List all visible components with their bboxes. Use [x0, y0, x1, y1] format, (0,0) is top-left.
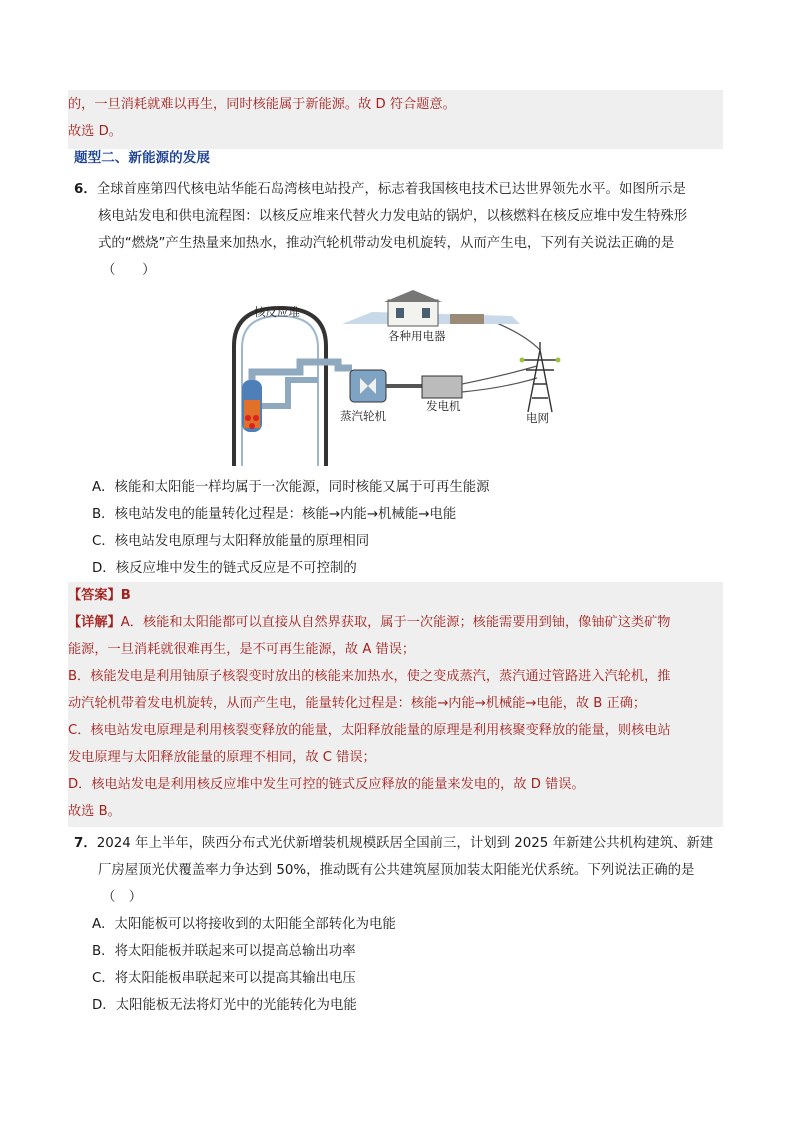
- answer-line: [68, 582, 723, 609]
- question-7-line2: 厂房屋顶光伏覆盖率力争达到 50%，推动既有公共建筑屋顶加装太阳能光伏系统。下列说法正确的是: [98, 863, 695, 878]
- previous-answer-line: 的，一旦消耗就难以再生，同时核能属于新能源。故 D 符合题意。: [68, 97, 456, 112]
- question-7-option-a: A．太阳能板可以将接收到的太阳能全部转化为电能: [92, 917, 396, 932]
- section-title: 题型二、新能源的发展: [74, 150, 210, 166]
- reactor-label: 核反应堆: [254, 305, 300, 319]
- question-6-option-c: C．核电站发电原理与太阳释放能量的原理相同: [92, 534, 370, 549]
- appliances-house-icon: [342, 290, 520, 326]
- detail-line: C．核电站发电原理是利用核裂变释放的能量，太阳释放能量的原理是利用核聚变释放的能量，则核电站: [68, 723, 671, 738]
- question-6-line3: 式的“燃烧”产生热量来加热水，推动汽轮机带动发电机旋转，从而产生电，下列有关说法正确的是: [98, 236, 675, 251]
- detail-line: 动汽轮机带着发电机旋转，从而产生电，能量转化过程是：核能→内能→机械能→电能，故 B 正确；: [68, 696, 647, 711]
- reactor-core-icon: [242, 380, 262, 432]
- question-7-line1: [74, 830, 713, 857]
- question-6-blank: （ ）: [102, 263, 156, 278]
- detail-line: B．核能发电是利用铀原子核裂变时放出的核能来加热水，使之变成蒸汽，蒸汽通过管路进入汽轮机，推: [68, 669, 671, 684]
- detail-line: [68, 609, 723, 636]
- question-7-option-d: D．太阳能板无法将灯光中的光能转化为电能: [92, 998, 357, 1013]
- question-6-text: 全球首座第四代核电站华能石岛湾核电站投产，标志着我国核电技术已达世界领先水平。如图所示是: [96, 182, 686, 197]
- question-number: 6．: [74, 182, 97, 197]
- question-6-line2: 核电站发电和供电流程图：以核反应堆来代替火力发电站的锅炉，以核燃料在核反应堆中发生特殊形: [98, 209, 688, 224]
- question-6-answer-block: [68, 582, 723, 827]
- previous-answer-conclusion: 故选 D。: [68, 124, 122, 139]
- generator-label: 发电机: [426, 399, 461, 413]
- question-6-option-b: B．核电站发电的能量转化过程是：核能→内能→机械能→电能: [92, 507, 457, 522]
- answer-value: B: [120, 588, 131, 603]
- turbine-label: 蒸汽轮机: [340, 409, 386, 423]
- generator-icon: [422, 376, 462, 398]
- question-6-option-d: D．核反应堆中发生的链式反应是不可控制的: [92, 561, 357, 576]
- nuclear-power-flow-figure: [222, 288, 578, 468]
- detail-text: A．核能和太阳能都可以直接从自然界获取，属于一次能源；核能需要用到铀，像铀矿这类矿物: [120, 615, 671, 630]
- question-6-line1: [74, 176, 686, 203]
- detail-tag: 【详解】: [68, 615, 121, 630]
- question-7-text: 2024 年上半年，陕西分布式光伏新增装机规模跃居全国前三，计划到 2025 年新建公共机构建筑、新建: [96, 836, 714, 851]
- grid-label: 电网: [526, 411, 549, 425]
- answer-tag: 【答案】: [68, 588, 121, 603]
- detail-line: 能源，一旦消耗就很难再生，是不可再生能源，故 A 错误；: [68, 642, 416, 657]
- detail-line: D．核电站发电是利用核反应堆中发生可控的链式反应释放的能量来发电的，故 D 错误。: [68, 777, 585, 792]
- question-7-option-b: B．将太阳能板并联起来可以提高总输出功率: [92, 944, 356, 959]
- question-6-option-a: A．核能和太阳能一样均属于一次能源，同时核能又属于可再生能源: [92, 480, 490, 495]
- question-7-blank: （ ）: [102, 890, 143, 905]
- steam-turbine-icon: [350, 370, 386, 402]
- appliances-label: 各种用电器: [388, 329, 446, 343]
- power-grid-pylon-icon: [520, 342, 561, 412]
- previous-answer-block: [68, 90, 723, 149]
- answer-conclusion: 故选 B。: [68, 804, 121, 819]
- question-number: 7．: [74, 836, 97, 851]
- question-7-option-c: C．将太阳能板串联起来可以提高其输出电压: [92, 971, 356, 986]
- detail-line: 发电原理与太阳释放能量的原理不相同，故 C 错误；: [68, 750, 376, 765]
